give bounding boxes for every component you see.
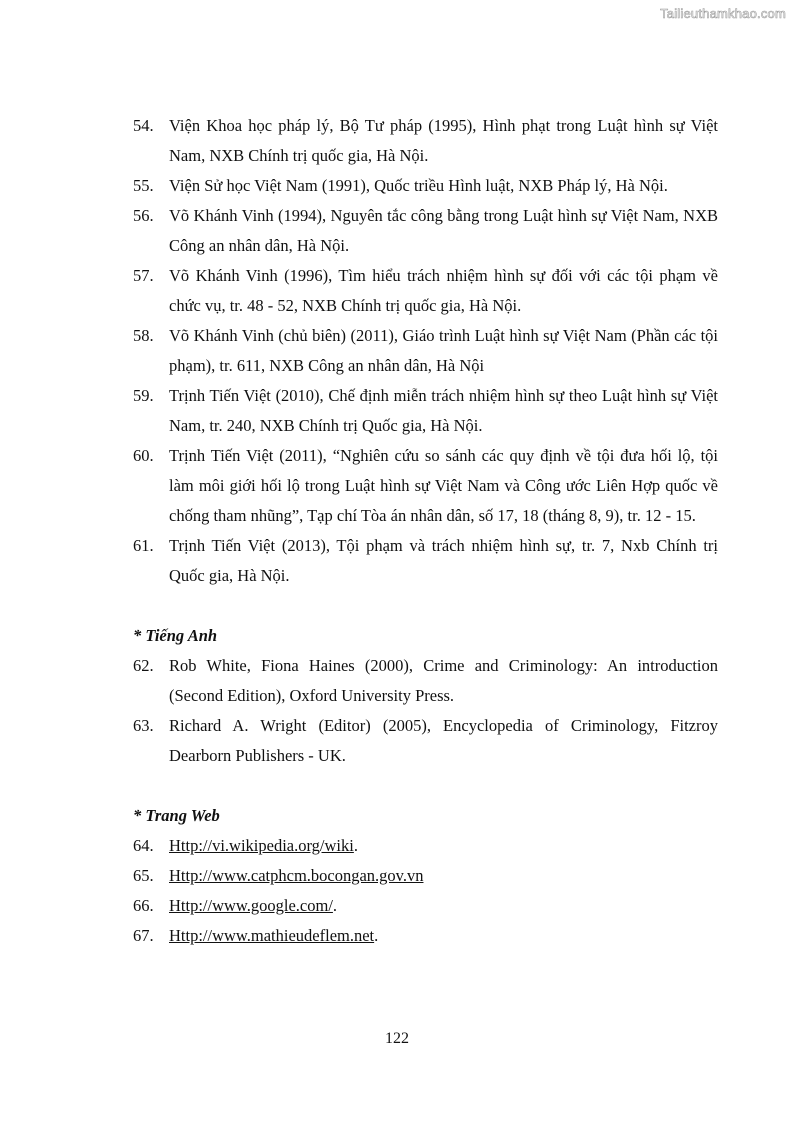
section-spacer bbox=[133, 771, 718, 801]
item-number: 67. bbox=[133, 926, 154, 945]
page-number: 122 bbox=[385, 1030, 409, 1047]
item-number: 58. bbox=[133, 326, 154, 345]
link-suffix: . bbox=[332, 896, 338, 915]
web-link[interactable]: Http://www.google.com/ bbox=[169, 896, 333, 915]
section-heading-english: * Tiếng Anh bbox=[133, 626, 218, 645]
web-link[interactable]: Http://vi.wikipedia.org/wiki bbox=[169, 836, 354, 855]
item-text: Võ Khánh Vinh (1994), Nguyên tắc công bằng trong Luật hình sự Việt Nam, NXB Công an nhân dân, Hà Nội. bbox=[169, 206, 718, 255]
watermark: Tailieuthamkhao.com bbox=[660, 6, 786, 21]
list-item bbox=[133, 321, 718, 381]
item-number: 65. bbox=[133, 866, 154, 885]
list-item bbox=[133, 831, 718, 861]
item-text: Trịnh Tiến Việt (2010), Chế định miễn trách nhiệm hình sự theo Luật hình sự Việt Nam, tr. 240, NXB Chính trị Quốc gia, Hà Nội. bbox=[169, 386, 718, 435]
list-item bbox=[133, 711, 718, 771]
item-number: 60. bbox=[133, 446, 154, 465]
section-spacer bbox=[133, 591, 718, 621]
list-item bbox=[133, 201, 718, 261]
item-number: 63. bbox=[133, 716, 154, 735]
web-entry bbox=[169, 831, 718, 861]
web-link[interactable]: Http://www.mathieudeflem.net bbox=[169, 926, 375, 945]
list-item bbox=[133, 531, 718, 591]
item-number: 55. bbox=[133, 176, 154, 195]
item-text: Viện Khoa học pháp lý, Bộ Tư pháp (1995), Hình phạt trong Luật hình sự Việt Nam, NXB Chính trị quốc gia, Hà Nội. bbox=[169, 116, 718, 165]
list-item bbox=[133, 111, 718, 171]
item-text: Trịnh Tiến Việt (2011), “Nghiên cứu so sánh các quy định về tội đưa hối lộ, tội làm môi giới hối lộ trong Luật hình sự Việt Nam và Công ước Liên Hợp quốc về chống tham nhũng”, Tạp chí Tòa án nhân dân, số 17, 18 (tháng 8, 9), tr. 12 - 15. bbox=[169, 446, 718, 525]
list-item bbox=[133, 171, 718, 201]
list-item bbox=[133, 891, 718, 921]
item-number: 59. bbox=[133, 386, 154, 405]
list-item bbox=[133, 381, 718, 441]
item-text: Trịnh Tiến Việt (2013), Tội phạm và trách nhiệm hình sự, tr. 7, Nxb Chính trị Quốc gia, Hà Nội. bbox=[169, 536, 718, 585]
item-number: 54. bbox=[133, 116, 154, 135]
item-text: Viện Sử học Việt Nam (1991), Quốc triều Hình luật, NXB Pháp lý, Hà Nội. bbox=[169, 176, 668, 195]
web-entry bbox=[169, 861, 718, 891]
list-item bbox=[133, 441, 718, 531]
web-entry bbox=[169, 891, 718, 921]
item-text: Rob White, Fiona Haines (2000), Crime and Criminology: An introduction (Second Edition), Oxford University Press. bbox=[169, 656, 718, 705]
link-suffix: . bbox=[374, 926, 379, 945]
list-item bbox=[133, 921, 718, 951]
item-number: 66. bbox=[133, 896, 154, 915]
item-number: 56. bbox=[133, 206, 154, 225]
list-item bbox=[133, 861, 718, 891]
web-link[interactable]: Http://www.catphcm.bocongan.gov.vn bbox=[169, 866, 424, 885]
item-number: 57. bbox=[133, 266, 154, 285]
item-number: 64. bbox=[133, 836, 154, 855]
item-number: 61. bbox=[133, 536, 154, 555]
list-item bbox=[133, 651, 718, 711]
item-text: Võ Khánh Vinh (chủ biên) (2011), Giáo trình Luật hình sự Việt Nam (Phần các tội phạm), tr. 611, NXB Công an nhân dân, Hà Nội bbox=[169, 326, 718, 375]
item-text: Richard A. Wright (Editor) (2005), Encyclopedia of Criminology, Fitzroy Dearborn Publishers - UK. bbox=[169, 716, 718, 765]
list-item bbox=[133, 261, 718, 321]
link-suffix: . bbox=[353, 836, 358, 855]
reference-list bbox=[133, 111, 718, 951]
item-number: 62. bbox=[133, 656, 154, 675]
item-text: Võ Khánh Vinh (1996), Tìm hiểu trách nhiệm hình sự đối với các tội phạm về chức vụ, tr. 48 - 52, NXB Chính trị quốc gia, Hà Nội. bbox=[169, 266, 718, 315]
section-heading-web: * Trang Web bbox=[133, 806, 220, 825]
web-entry bbox=[169, 921, 718, 951]
